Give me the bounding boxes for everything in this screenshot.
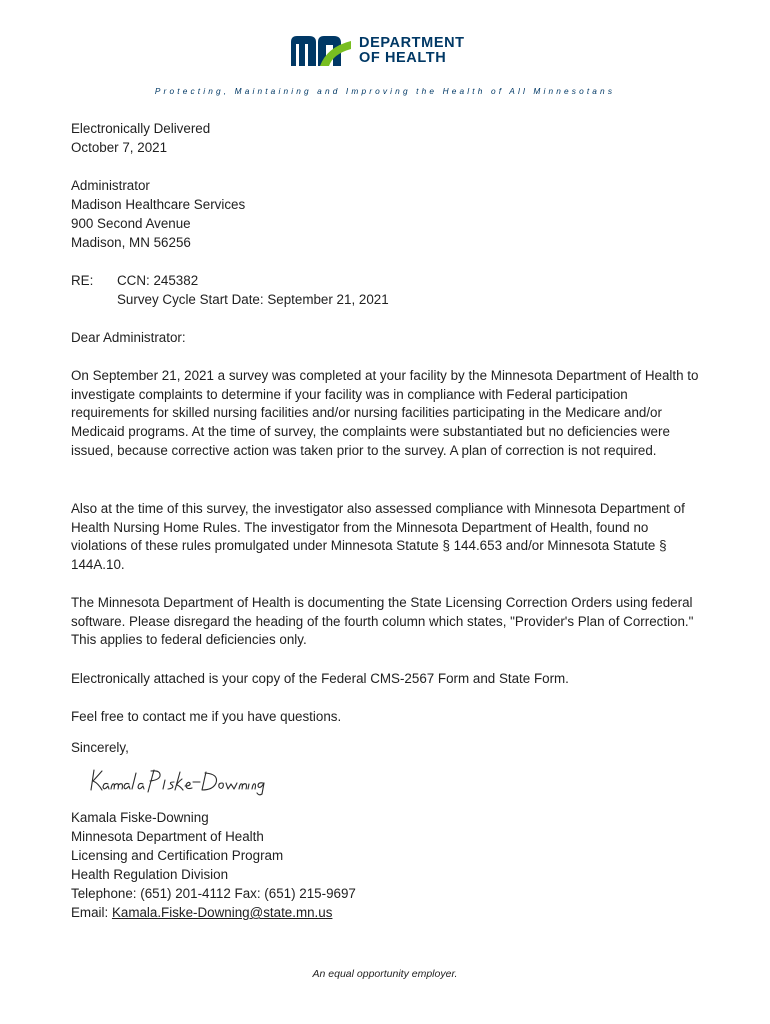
signer-name: Kamala Fiske-Downing bbox=[71, 810, 209, 825]
email-link[interactable]: Kamala.Fiske-Downing@state.mn.us bbox=[111, 905, 333, 920]
recipient-line: Madison Healthcare Services bbox=[71, 197, 246, 212]
signer-program: Licensing and Certification Program bbox=[71, 848, 284, 863]
signature bbox=[88, 762, 268, 801]
signer-phone: Telephone: (651) 201-4112 Fax: (651) 215-9697 bbox=[71, 886, 356, 901]
delivery-method: Electronically Delivered bbox=[71, 121, 211, 136]
signer-email-line bbox=[71, 904, 332, 922]
logo-line-1: DEPARTMENT bbox=[359, 35, 465, 51]
logo-line-2: OF HEALTH bbox=[359, 50, 447, 66]
body-paragraph-2: Also at the time of this survey, the investigator also assessed compliance with Minnesota Department of Health Nursing Home Rules. The investigator from the Minnesota Department of Health, found no violations of these rules promulgated under Minnesota Statute § 144.653 and/or Minnesota Statute § 144A.10. bbox=[71, 501, 685, 573]
tagline: Protecting, Maintaining and Improving the Health of All Minnesotans bbox=[154, 86, 616, 96]
mdh-logo bbox=[289, 34, 465, 68]
signature-text: Kamala Fiske-Downing bbox=[178, 795, 189, 796]
body-paragraph-1: On September 21, 2021 a survey was completed at your facility by the Minnesota Department of Health to investigate complaints to determine if your facility was in compliance with Federal participation requirements for skilled nursing facilities and/or nursing facilities participating in the Medicare and/or Medicaid programs. At the time of survey, the complaints were substantiated but no deficiencies were issued, because corrective action was taken prior to the survey. A plan of correction is not required. bbox=[71, 368, 699, 458]
body-paragraph-5: Feel free to contact me if you have questions. bbox=[71, 709, 342, 724]
salutation: Dear Administrator: bbox=[71, 330, 186, 345]
recipient-line: Administrator bbox=[71, 178, 150, 193]
signer-org: Minnesota Department of Health bbox=[71, 829, 264, 844]
closing: Sincerely, bbox=[71, 740, 129, 755]
recipient-line: 900 Second Avenue bbox=[71, 216, 191, 231]
signature-scribble-icon bbox=[88, 762, 268, 796]
signer-division: Health Regulation Division bbox=[71, 867, 229, 882]
re-survey-date: Survey Cycle Start Date: September 21, 2021 bbox=[117, 292, 389, 307]
footer-text: An equal opportunity employer. bbox=[312, 968, 458, 980]
letter-date: October 7, 2021 bbox=[71, 140, 168, 155]
email-label: Email: bbox=[71, 905, 112, 920]
body-paragraph-3: The Minnesota Department of Health is documenting the State Licensing Correction Orders using federal software. Please disregard the heading of the fourth column which states, "Provider's Plan of Correction." This applies to federal deficiencies only. bbox=[71, 595, 694, 648]
body-paragraph-4: Electronically attached is your copy of the Federal CMS-2567 Form and State Form. bbox=[71, 671, 569, 686]
recipient-line: Madison, MN 56256 bbox=[71, 235, 191, 250]
re-ccn: CCN: 245382 bbox=[117, 273, 199, 288]
mn-logo-mark-icon bbox=[289, 35, 353, 67]
re-label: RE: bbox=[71, 273, 94, 288]
